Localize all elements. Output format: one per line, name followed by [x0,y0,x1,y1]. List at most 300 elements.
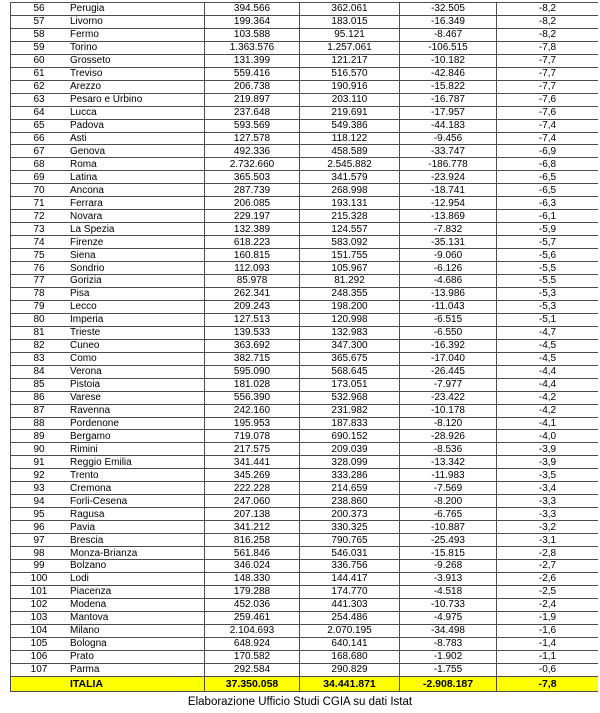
value-end-cell: 81.292 [299,275,399,287]
value-start-cell: 170.582 [204,651,299,663]
province-cell: Cuneo [70,340,100,352]
rank-cell: 66 [33,133,45,144]
province-cell: Fermo [70,29,99,41]
value-start-cell: 199.364 [204,16,299,28]
value-end-cell: 214.659 [299,482,399,494]
province-cell: Forli-Cesena [70,495,128,507]
difference-cell: -7.569 [399,482,496,494]
value-start-cell: 206.085 [204,197,299,209]
province-cell: Mantova [70,612,109,624]
value-start-cell: 287.739 [204,184,299,196]
pct-change-cell: -8,2 [496,3,598,15]
table-row [11,651,598,664]
value-end-cell: 441.303 [299,599,399,611]
difference-cell: -26.445 [399,366,496,378]
value-end-cell: 333.286 [299,469,399,481]
province-cell: Bolzano [70,560,107,572]
province-cell: Varese [70,392,101,404]
province-cell: Pisa [70,288,90,300]
difference-cell: -9.268 [399,560,496,572]
difference-cell: -7.977 [399,379,496,391]
province-cell: Prato [70,651,94,663]
pct-change-cell: -7,4 [496,133,598,145]
province-cell: Pavia [70,521,96,533]
value-start-cell: 2.104.693 [204,625,299,637]
value-end-cell: 203.110 [299,94,399,106]
difference-cell: -42.846 [399,68,496,80]
rank-cell: 105 [30,638,48,650]
difference-cell: -6.126 [399,262,496,274]
value-start-cell: 139.533 [204,327,299,339]
value-end-cell: 362.061 [299,3,399,15]
table-row [11,418,598,431]
value-end-cell: 187.833 [299,418,399,430]
pct-change-cell: -7,6 [496,107,598,119]
difference-cell: -186.778 [399,158,496,170]
province-cell: Cremona [70,482,112,494]
value-end-cell: 231.982 [299,405,399,417]
value-end-cell: 2.070.195 [299,625,399,637]
rank-cell: 101 [30,586,48,598]
difference-cell: -16.787 [399,94,496,106]
value-start-cell: 195.953 [204,418,299,430]
value-end-cell: 365.675 [299,353,399,365]
table-row [11,133,598,146]
value-end-cell: 790.765 [299,534,399,546]
difference-cell: -11.043 [399,301,496,313]
value-start-cell: 247.060 [204,495,299,507]
province-cell: Novara [70,210,103,222]
value-start-cell: 179.288 [204,586,299,598]
difference-cell: -16.349 [399,16,496,28]
value-end-cell: 215.328 [299,210,399,222]
rank-cell: 69 [33,171,45,183]
value-end-cell: 254.486 [299,612,399,624]
pct-change-cell: -4,2 [496,405,598,417]
value-start-cell: 2.732.660 [204,158,299,170]
value-start-cell: 85.978 [204,275,299,287]
province-cell: Lucca [70,107,97,119]
pct-change-cell: -4,0 [496,430,598,442]
table-row [11,94,598,107]
pct-change-cell: -3,9 [496,443,598,455]
pct-change-cell: -6,1 [496,210,598,222]
pct-change-cell: -6,3 [496,197,598,209]
difference-cell: -9.060 [399,249,496,261]
table-row [11,262,598,275]
table-row [11,249,598,262]
value-start-cell: 160.815 [204,249,299,261]
pct-change-cell: -5,6 [496,249,598,261]
rank-cell: 99 [33,560,45,572]
table-row [11,288,598,301]
difference-cell: -10.887 [399,521,496,533]
value-end-cell: 105.967 [299,262,399,274]
difference-cell: -33.747 [399,145,496,157]
table-row [11,405,598,418]
difference-cell: -11.983 [399,469,496,481]
value-end-cell: 347.300 [299,340,399,352]
table-row [11,573,598,586]
table-row [11,158,598,171]
province-table-rows [11,3,598,677]
difference-cell: -28.926 [399,430,496,442]
value-start-cell: 242.160 [204,405,299,417]
value-start-cell: 229.197 [204,210,299,222]
value-start-cell: 648.924 [204,638,299,650]
value-end-cell: 209.039 [299,443,399,455]
province-cell: Ravenna [70,405,111,417]
rank-cell: 107 [30,664,48,676]
rank-cell: 87 [33,405,45,417]
value-end-cell: 132.983 [299,327,399,339]
province-cell: Pesaro e Urbino [70,94,143,106]
province-cell: Ancona [70,184,104,196]
rank-cell: 98 [33,547,45,559]
table-row [11,599,598,612]
difference-cell: -23.924 [399,171,496,183]
province-cell: Monza-Brianza [70,547,138,559]
rank-cell: 91 [33,456,45,468]
value-start-cell: 207.138 [204,508,299,520]
difference-cell: -23.422 [399,392,496,404]
difference-cell: -13.342 [399,456,496,468]
value-end-cell: 546.031 [299,547,399,559]
table-row [11,612,598,625]
province-cell: Siena [70,249,96,261]
pct-change-cell: -3,4 [496,482,598,494]
table-row [11,547,598,560]
value-start-cell: 259.461 [204,612,299,624]
rank-cell: 78 [33,288,45,300]
value-start-cell: 222.228 [204,482,299,494]
table-row [11,236,598,249]
rank-cell: 93 [33,482,45,494]
pct-change-cell: -2,7 [496,560,598,572]
rank-cell: 96 [33,521,45,533]
rank-cell: 104 [30,625,48,637]
table-row [11,508,598,521]
province-cell: Imperia [70,314,104,326]
pct-change-cell: -2,5 [496,586,598,598]
rank-cell: 60 [33,55,45,67]
value-start-cell: 816.258 [204,534,299,546]
value-start-cell: 131.399 [204,55,299,67]
value-start-cell: 292.584 [204,664,299,676]
difference-cell: -18.741 [399,184,496,196]
pct-change-cell: -7,8 [496,42,598,54]
total-label: ITALIA [70,677,104,690]
total-value-start-cell: 37.350.058 [204,677,299,691]
pct-change-cell: -1,6 [496,625,598,637]
difference-cell: -6.515 [399,314,496,326]
rank-cell: 89 [33,430,45,442]
table-row [11,107,598,120]
total-difference-cell: -2.908.187 [399,677,496,691]
table-row [11,353,598,366]
rank-cell: 59 [33,42,45,54]
rank-cell: 76 [33,262,45,274]
province-cell: Bergamo [70,430,111,442]
pct-change-cell: -6,8 [496,158,598,170]
table-row [11,301,598,314]
province-cell: Latina [70,171,98,183]
total-value-end-cell: 34.441.871 [299,677,399,691]
difference-cell: -7.832 [399,223,496,235]
table-row [11,29,598,42]
value-end-cell: 95.121 [299,29,399,41]
value-start-cell: 593.569 [204,120,299,132]
table-row [11,534,598,547]
value-end-cell: 532.968 [299,392,399,404]
pct-change-cell: -6,9 [496,145,598,157]
pct-change-cell: -3,1 [496,534,598,546]
table-row [11,42,598,55]
table-row [11,210,598,223]
value-end-cell: 341.579 [299,171,399,183]
value-end-cell: 238.860 [299,495,399,507]
table-row [11,664,598,677]
pct-change-cell: -5,7 [496,236,598,248]
value-end-cell: 144.417 [299,573,399,585]
rank-cell: 57 [33,16,45,28]
difference-cell: -106.515 [399,42,496,54]
table-row [11,275,598,288]
pct-change-cell: -5,5 [496,275,598,287]
table-row [11,120,598,133]
province-cell: Sondrio [70,262,105,274]
rank-cell: 103 [30,612,48,624]
pct-change-cell: -4,1 [496,418,598,430]
pct-change-cell: -1,9 [496,612,598,624]
rank-cell: 67 [33,145,45,157]
difference-cell: -1.755 [399,664,496,676]
table-row [11,430,598,443]
province-cell: Arezzo [70,81,102,93]
table-row [11,81,598,94]
province-cell: Torino [70,42,98,54]
pct-change-cell: -7,6 [496,94,598,106]
pct-change-cell: -2,8 [496,547,598,559]
table-row [11,586,598,599]
pct-change-cell: -7,7 [496,81,598,93]
table-row [11,482,598,495]
table-row [11,392,598,405]
pct-change-cell: -4,7 [496,327,598,339]
value-end-cell: 193.131 [299,197,399,209]
pct-change-cell: -7,4 [496,120,598,132]
rank-cell: 94 [33,495,45,507]
value-end-cell: 330.325 [299,521,399,533]
pct-change-cell: -7,7 [496,68,598,80]
table-row [11,379,598,392]
table-row [11,68,598,81]
province-cell: Parma [70,664,100,676]
table-row [11,223,598,236]
pct-change-cell: -4,5 [496,340,598,352]
value-end-cell: 219.691 [299,107,399,119]
value-start-cell: 394.566 [204,3,299,15]
value-end-cell: 583.092 [299,236,399,248]
table-row [11,314,598,327]
province-cell: Modena [70,599,107,611]
value-end-cell: 268.998 [299,184,399,196]
difference-cell: -1.902 [399,651,496,663]
province-cell: Firenze [70,236,104,248]
pct-change-cell: -3,3 [496,508,598,520]
difference-cell: -13.869 [399,210,496,222]
province-cell: Pistoia [70,379,101,391]
value-end-cell: 328.099 [299,456,399,468]
value-start-cell: 341.441 [204,456,299,468]
difference-cell: -4.975 [399,612,496,624]
rank-cell: 85 [33,379,45,391]
rank-cell: 62 [33,81,45,93]
rank-cell: 64 [33,107,45,119]
province-cell: Brescia [70,534,104,546]
value-start-cell: 217.575 [204,443,299,455]
value-start-cell: 237.648 [204,107,299,119]
difference-cell: -13.986 [399,288,496,300]
pct-change-cell: -3,3 [496,495,598,507]
table-row [11,171,598,184]
province-cell: Asti [70,133,87,144]
difference-cell: -8.783 [399,638,496,650]
rank-cell: 73 [33,223,45,235]
value-end-cell: 1.257.061 [299,42,399,54]
pct-change-cell: -4,4 [496,366,598,378]
value-end-cell: 690.152 [299,430,399,442]
rank-cell: 97 [33,534,45,546]
value-end-cell: 190.916 [299,81,399,93]
value-end-cell: 121.217 [299,55,399,67]
difference-cell: -8.120 [399,418,496,430]
pct-change-cell: -5,5 [496,262,598,274]
rank-cell: 74 [33,236,45,248]
rank-cell: 80 [33,314,45,326]
province-cell: Grosseto [70,55,111,67]
value-end-cell: 640.141 [299,638,399,650]
rank-cell: 92 [33,469,45,481]
total-pct-change-cell: -7,8 [496,677,598,691]
province-cell: Lecco [70,301,97,313]
pct-change-cell: -1,4 [496,638,598,650]
rank-cell: 83 [33,353,45,365]
table-row [11,184,598,197]
rank-cell: 75 [33,249,45,261]
difference-cell: -35.131 [399,236,496,248]
value-end-cell: 248.355 [299,288,399,300]
value-end-cell: 151.755 [299,249,399,261]
province-cell: La Spezia [70,223,115,235]
province-cell: Rimini [70,443,98,455]
province-cell: Piacenza [70,586,112,598]
table-row [11,16,598,29]
value-start-cell: 181.028 [204,379,299,391]
value-start-cell: 382.715 [204,353,299,365]
value-start-cell: 148.330 [204,573,299,585]
rank-cell: 63 [33,94,45,106]
value-end-cell: 168.680 [299,651,399,663]
pct-change-cell: -6,5 [496,184,598,196]
province-cell: Perugia [70,3,105,15]
province-cell: Reggio Emilia [70,456,132,468]
rank-cell: 81 [33,327,45,339]
value-start-cell: 127.513 [204,314,299,326]
table-row [11,469,598,482]
value-start-cell: 561.846 [204,547,299,559]
pct-change-cell: -2,4 [496,599,598,611]
pct-change-cell: -1,1 [496,651,598,663]
rank-cell: 79 [33,301,45,313]
value-end-cell: 290.829 [299,664,399,676]
province-cell: Padova [70,120,104,132]
value-start-cell: 209.243 [204,301,299,313]
value-start-cell: 341.212 [204,521,299,533]
value-start-cell: 365.503 [204,171,299,183]
province-cell: Bologna [70,638,107,650]
value-start-cell: 1.363.576 [204,42,299,54]
pct-change-cell: -7,7 [496,55,598,67]
value-end-cell: 183.015 [299,16,399,28]
difference-cell: -16.392 [399,340,496,352]
total-row [11,677,598,692]
province-table [10,2,598,692]
value-start-cell: 103.588 [204,29,299,41]
value-start-cell: 132.389 [204,223,299,235]
difference-cell: -10.178 [399,405,496,417]
rank-cell: 102 [30,599,48,611]
difference-cell: -8.467 [399,29,496,41]
pct-change-cell: -5,3 [496,301,598,313]
table-row [11,625,598,638]
table-row [11,443,598,456]
source-caption: Elaborazione Ufficio Studi CGIA su dati Istat [187,696,413,708]
value-end-cell: 198.200 [299,301,399,313]
value-start-cell: 452.036 [204,599,299,611]
rank-cell: 100 [30,573,48,585]
table-row [11,495,598,508]
value-end-cell: 568.645 [299,366,399,378]
rank-cell: 90 [33,443,45,455]
value-start-cell: 127.578 [204,133,299,145]
difference-cell: -15.815 [399,547,496,559]
value-end-cell: 336.756 [299,560,399,572]
province-cell: Lodi [70,573,89,585]
province-cell: Gorizia [70,275,102,287]
province-cell: Pordenone [70,417,119,429]
pct-change-cell: -2,6 [496,573,598,585]
province-cell: Trieste [70,327,101,339]
pct-change-cell: -6,5 [496,171,598,183]
difference-cell: -10.182 [399,55,496,67]
value-start-cell: 618.223 [204,236,299,248]
difference-cell: -34.498 [399,625,496,637]
table-row [11,456,598,469]
rank-cell: 82 [33,340,45,352]
table-row [11,366,598,379]
pct-change-cell: -8,2 [496,29,598,41]
difference-cell: -25.493 [399,534,496,546]
difference-cell: -6.765 [399,508,496,520]
rank-cell: 71 [33,197,45,209]
value-end-cell: 124.557 [299,223,399,235]
rank-cell: 65 [33,120,45,132]
pct-change-cell: -5,1 [496,314,598,326]
rank-cell: 72 [33,210,45,222]
table-row [11,560,598,573]
table-row [11,3,598,16]
